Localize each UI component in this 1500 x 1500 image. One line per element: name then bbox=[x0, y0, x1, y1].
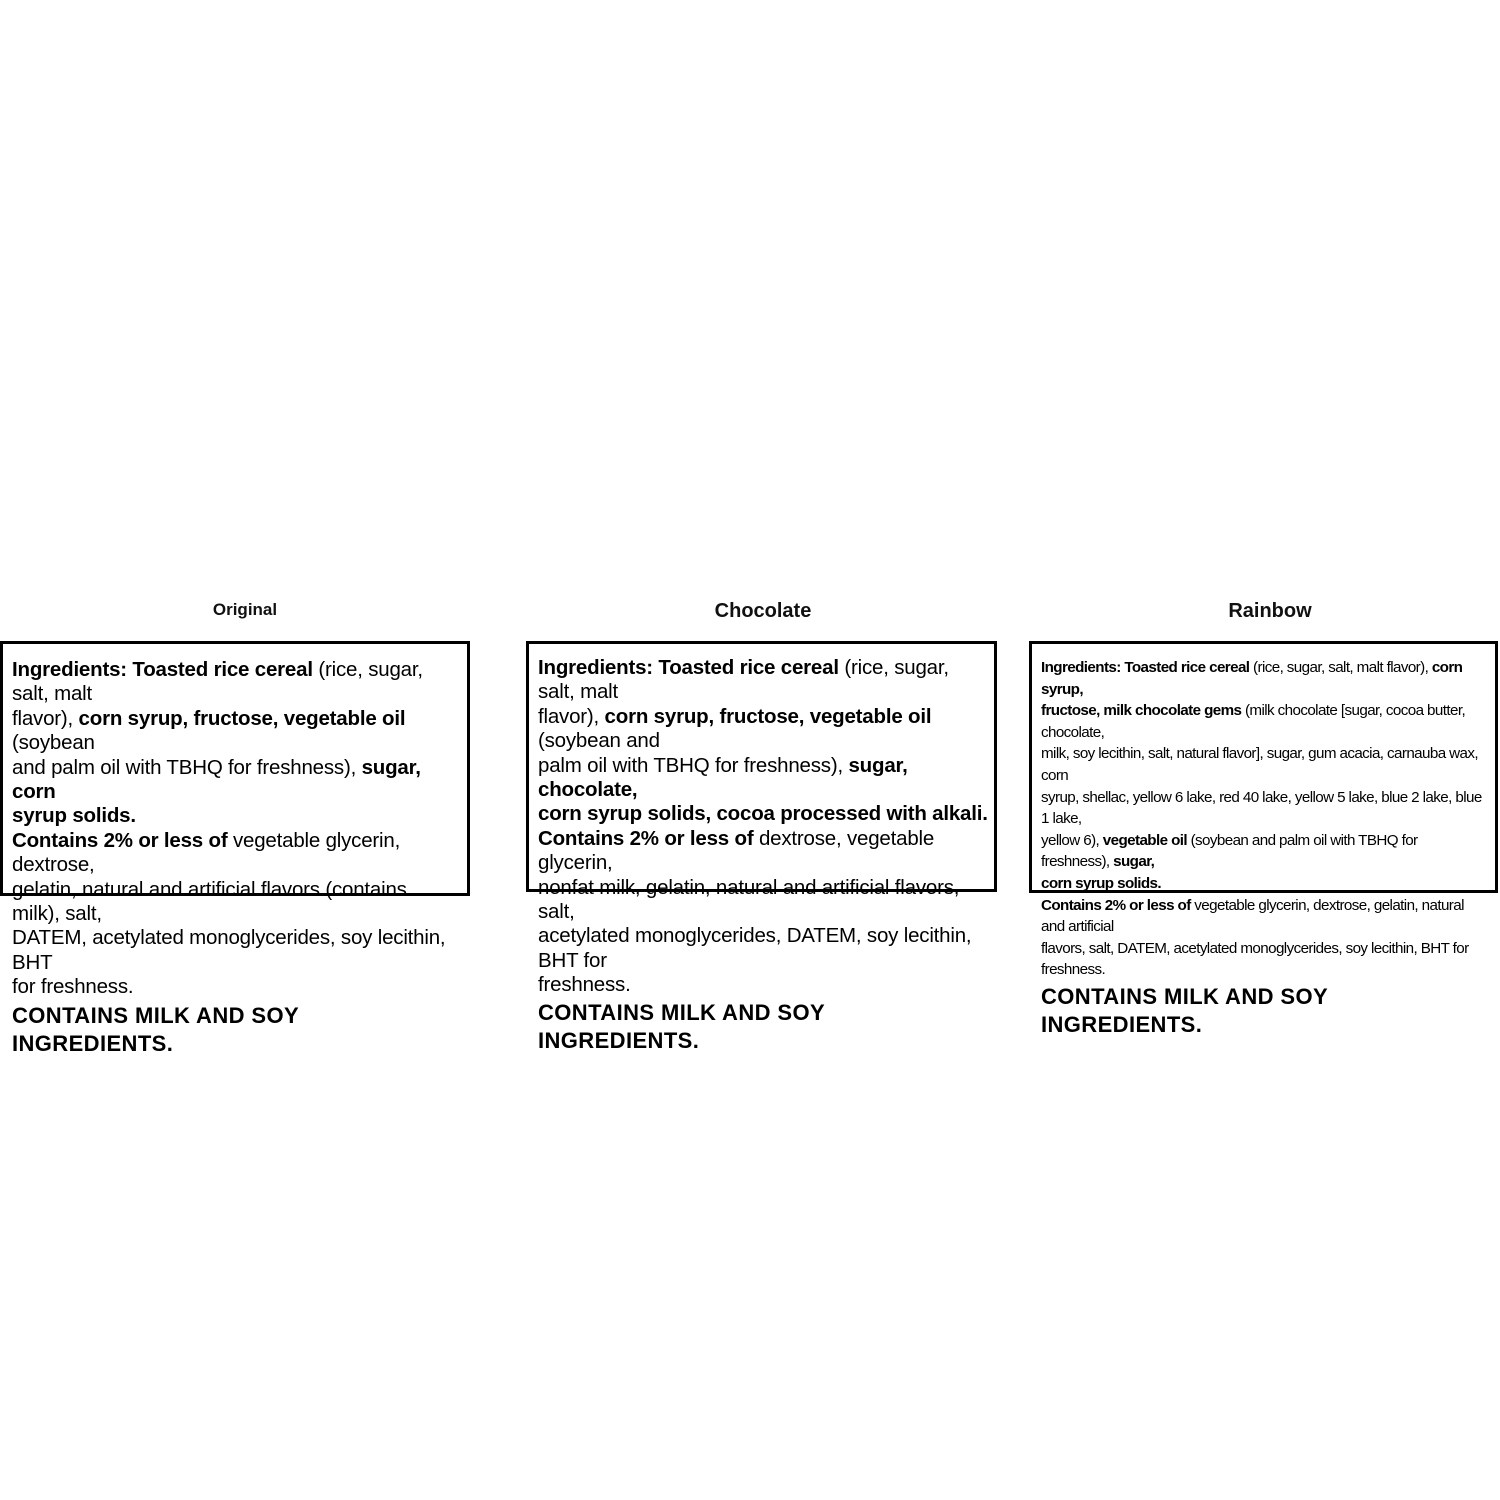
ingredients-line bbox=[538, 973, 988, 997]
ingredient-bold-text: Ingredients: Toasted rice cereal bbox=[1041, 659, 1250, 676]
ingredients-line bbox=[12, 926, 459, 975]
ingredient-bold-text: Contains 2% or less of bbox=[538, 826, 754, 850]
ingredient-text: acetylated monoglycerides, DATEM, soy lecithin, BHT for bbox=[538, 924, 972, 972]
ingredient-text: flavor), bbox=[12, 706, 79, 730]
ingredient-text: flavors, salt, DATEM, acetylated monoglycerides, soy lecithin, BHT for freshness. bbox=[1041, 939, 1469, 979]
ingredients-text bbox=[538, 656, 988, 998]
ingredient-bold-text: corn syrup solids, cocoa processed with alkali. bbox=[538, 802, 988, 826]
ingredients-text bbox=[12, 658, 459, 1000]
label-title-chocolate: Chocolate bbox=[714, 600, 812, 622]
ingredient-bold-text: corn syrup, bbox=[1041, 659, 1463, 698]
ingredients-line bbox=[12, 658, 459, 707]
ingredients-line bbox=[1041, 743, 1489, 786]
allergen-statement: CONTAINS MILK AND SOY INGREDIENTS. bbox=[1041, 983, 1328, 1037]
ingredient-text: and palm oil with TBHQ for freshness), bbox=[12, 755, 362, 779]
ingredient-text: (rice, sugar, salt, malt bbox=[12, 658, 423, 706]
ingredients-line bbox=[12, 829, 459, 878]
ingredient-bold-text: corn syrup solids. bbox=[1041, 874, 1162, 892]
ingredients-text bbox=[1041, 657, 1489, 981]
ingredients-line bbox=[1041, 873, 1489, 895]
ingredient-bold-text: syrup solids. bbox=[12, 804, 136, 828]
ingredient-text: vegetable glycerin, dextrose, bbox=[12, 828, 401, 877]
ingredients-line bbox=[538, 705, 988, 754]
allergen-statement: CONTAINS MILK AND SOY INGREDIENTS. bbox=[12, 1002, 299, 1056]
ingredient-text: palm oil with TBHQ for freshness), bbox=[538, 753, 849, 777]
ingredients-box-rainbow bbox=[1029, 641, 1498, 1037]
ingredient-bold-text: corn syrup, fructose, vegetable oil bbox=[604, 704, 932, 728]
ingredient-bold-text: sugar, corn bbox=[12, 755, 421, 804]
ingredients-box-original bbox=[0, 641, 470, 1056]
ingredients-line bbox=[12, 878, 459, 927]
ingredients-line bbox=[1041, 938, 1489, 981]
ingredients-line bbox=[1041, 700, 1489, 743]
ingredient-bold-text: Ingredients: Toasted rice cereal bbox=[12, 658, 313, 681]
ingredients-line bbox=[1041, 895, 1489, 938]
ingredients-line bbox=[538, 802, 988, 826]
ingredient-text: (rice, sugar, salt, malt bbox=[538, 656, 949, 704]
ingredients-line bbox=[12, 804, 459, 828]
ingredient-text: freshness. bbox=[538, 973, 631, 997]
ingredient-bold-text: fructose, milk chocolate gems bbox=[1041, 702, 1242, 720]
ingredient-text: yellow 6), bbox=[1041, 831, 1103, 849]
ingredients-line bbox=[538, 876, 988, 925]
ingredient-text: (soybean and palm oil with TBHQ for freshness), bbox=[1041, 831, 1418, 871]
ingredients-line bbox=[1041, 657, 1489, 700]
ingredient-text: (milk chocolate [sugar, cocoa butter, chocolate, bbox=[1041, 702, 1466, 741]
ingredient-bold-text: Ingredients: Toasted rice cereal bbox=[538, 656, 839, 679]
ingredient-bold-text: vegetable oil bbox=[1102, 831, 1187, 849]
ingredient-text: (soybean and bbox=[538, 729, 660, 753]
ingredient-bold-text: Contains 2% or less of bbox=[1041, 896, 1191, 914]
label-title-rainbow: Rainbow bbox=[1228, 600, 1312, 622]
ingredients-line bbox=[1041, 830, 1489, 873]
ingredients-box-chocolate bbox=[526, 641, 997, 1053]
ingredients-line bbox=[12, 975, 459, 999]
ingredient-text: flavor), bbox=[538, 704, 605, 728]
ingredient-bold-text: sugar, chocolate, bbox=[538, 753, 908, 802]
ingredient-text: for freshness. bbox=[12, 975, 134, 999]
allergen-statement: CONTAINS MILK AND SOY INGREDIENTS. bbox=[538, 999, 825, 1053]
ingredients-line bbox=[538, 656, 988, 705]
ingredient-text: dextrose, vegetable glycerin, bbox=[538, 826, 935, 875]
ingredients-line bbox=[538, 827, 988, 876]
ingredient-text: vegetable glycerin, dextrose, gelatin, natural and artificial bbox=[1041, 896, 1464, 936]
ingredients-line bbox=[12, 707, 459, 756]
ingredient-text: (rice, sugar, salt, malt flavor), bbox=[1249, 659, 1432, 676]
ingredient-bold-text: Contains 2% or less of bbox=[12, 828, 228, 852]
ingredient-bold-text: corn syrup, fructose, vegetable oil bbox=[78, 706, 406, 730]
ingredients-line bbox=[538, 924, 988, 973]
ingredient-text: nonfat milk, gelatin, natural and artificial flavors, salt, bbox=[538, 875, 960, 924]
ingredients-line bbox=[1041, 787, 1489, 830]
ingredient-text: milk, soy lecithin, salt, natural flavor], sugar, gum acacia, carnauba wax, corn bbox=[1041, 745, 1479, 784]
label-title-original: Original bbox=[212, 600, 278, 619]
ingredient-text: DATEM, acetylated monoglycerides, soy lecithin, BHT bbox=[12, 926, 446, 974]
ingredient-text: syrup, shellac, yellow 6 lake, red 40 lake, yellow 5 lake, blue 2 lake, blue 1 lake, bbox=[1041, 788, 1482, 828]
ingredients-line bbox=[538, 754, 988, 803]
ingredient-bold-text: sugar, bbox=[1113, 853, 1155, 871]
ingredient-text: (soybean bbox=[12, 731, 95, 755]
ingredient-text: gelatin, natural and artificial flavors (contains milk), salt, bbox=[12, 877, 407, 926]
ingredients-line bbox=[12, 756, 459, 805]
